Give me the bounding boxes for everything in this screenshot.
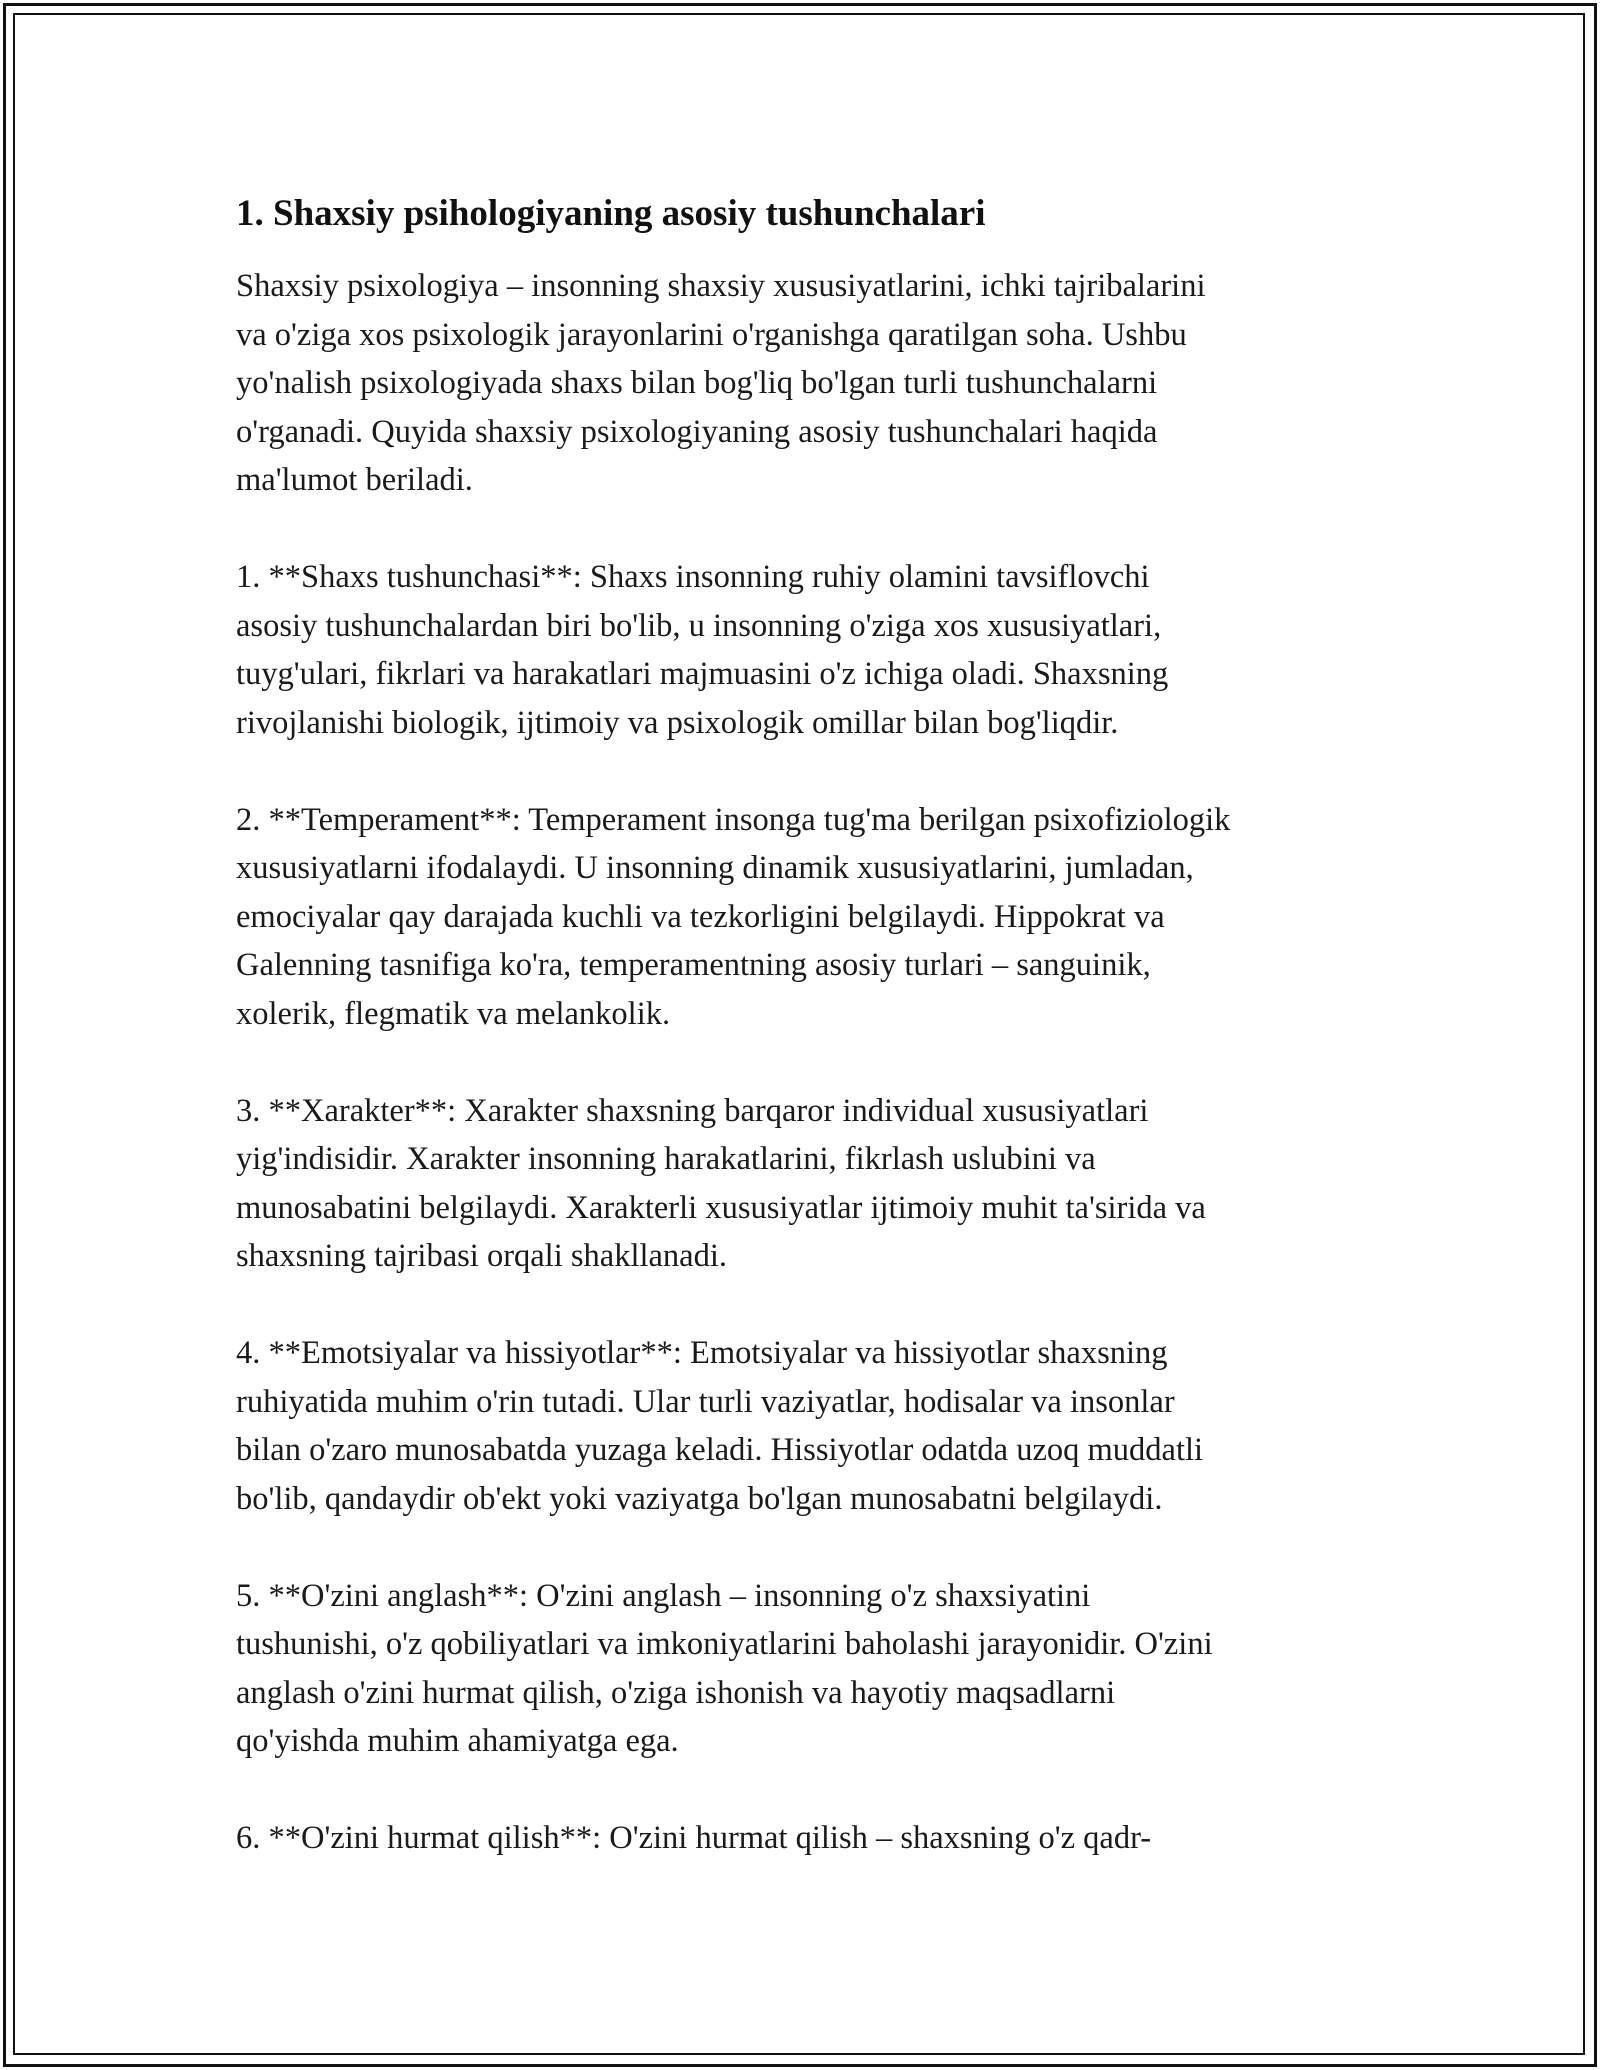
document-body [236,188,1376,1911]
paragraph-intro: Shaxsiy psixologiya – insonning shaxsiy xususiyatlarini, ichki tajribalarini va o'ziga xos psixologik jarayonlarini o'rganishga qaratilgan soha. Ushbu yo'nalish psixologiyada shaxs bilan bog'liq bo'lgan turli tushunchalarni o'rganadi. Quyida shaxsiy psixologiyaning asosiy tushunchalari haqida ma'lumot beriladi. [236,268,1206,498]
paragraph-ozini-hurmat: 6. **O'zini hurmat qilish**: O'zini hurmat qilish – shaxsning o'z qadr- [236,1820,1152,1856]
paragraph-shaxs: 1. **Shaxs tushunchasi**: Shaxs insonning ruhiy olamini tavsiflovchi asosiy tushunchalardan biri bo'lib, u insonning o'ziga xos xususiyatlari, tuyg'ulari, fikrlari va harakatlari majmuasini o'z ichiga oladi. Shaxsning rivojlanishi biologik, ijtimoiy va psixologik omillar bilan bog'liqdir. [236,559,1169,741]
paragraph-temperament: 2. **Temperament**: Temperament insonga tug'ma berilgan psixofiziologik xususiyatlarni ifodalaydi. U insonning dinamik xususiyatlarini, jumladan, emociyalar qay darajada kuchli va tezkorligini belgilaydi. Hippokrat va Galenning tasnifiga ko'ra, temperamentning asosiy turlari – sanguinik, xolerik, flegmatik va melankolik. [236,801,1231,1032]
paragraph-ozini-anglash: 5. **O'zini anglash**: O'zini anglash – insonning o'z shaxsiyatini tushunishi, o'z qobiliyatlari va imkoniyatlarini baholashi jarayonidir. O'zini anglash o'zini hurmat qilish, o'ziga ishonish va hayotiy maqsadlarni qo'yishda muhim ahamiyatga ega. [236,1577,1213,1759]
paragraph-emotsiyalar: 4. **Emotsiyalar va hissiyotlar**: Emotsiyalar va hissiyotlar shaxsning ruhiyatida muhim o'rin tutadi. Ular turli vaziyatlar, hodisalar va insonlar bilan o'zaro munosabatda yuzaga keladi. Hissiyotlar odatda uzoq muddatli bo'lib, qandaydir ob'ekt yoki vaziyatga bo'lgan munosabatni belgilaydi. [236,1335,1204,1517]
paragraph-xarakter: 3. **Xarakter**: Xarakter shaxsning barqaror individual xususiyatlari yig'indisidir. Xarakter insonning harakatlarini, fikrlash uslubini va munosabatini belgilaydi. Xarakterli xususiyatlar ijtimoiy muhit ta'sirida va shaxsning tajribasi orqali shakllanadi. [236,1092,1206,1274]
document-title: 1. Shaxsiy psihologiyaning asosiy tushunchalari [236,193,986,234]
